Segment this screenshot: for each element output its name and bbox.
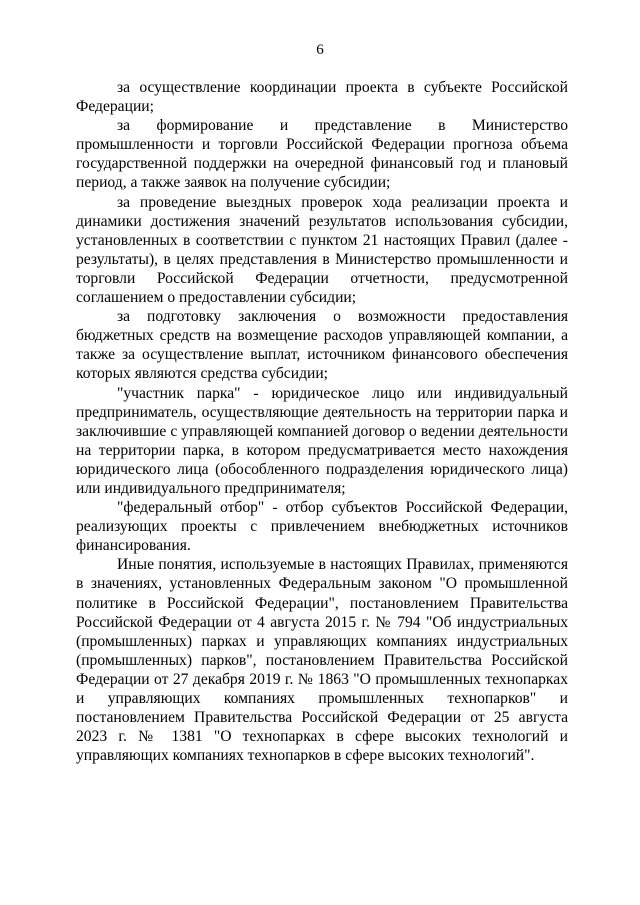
page-number: 6 (316, 42, 324, 58)
paragraph-forecast-submission: за формирование и представление в Министерство промышленности и торговли Российской Федерации прогноза объема государственной поддержки на очередной финансовый год и плановый период, а также заявок на получение субсидии; (76, 117, 568, 192)
paragraph-other-terms: Иные понятия, используемые в настоящих Правилах, применяются в значениях, установленных Федеральным законом "О промышленной политике в Российской Федерации", постановлением Правительства Российской Федерации от 4 августа 2015 г. № 794 "Об индустриальных (промышленных) парках и управляющих компаниях индустриальных (промышленных) парков", постановлением Правительства Российской Федерации от 27 декабря 2019 г. № 1863 "О промышленных технопарках и управляющих компаниях промышленных технопарков" и постановлением Правительства Российской Федерации от 25 августа 2023 г. № 1381 "О технопарках в сфере высоких технологий и управляющих компаниях технопарков в сфере высоких технологий". (76, 556, 568, 765)
paragraph-conclusion-preparation: за подготовку заключения о возможности предоставления бюджетных средств на возмещение расходов управляющей компании, а также за осуществление выплат, источником финансового обеспечения которых являются средства субсидии; (76, 308, 568, 383)
paragraph-coordination: за осуществление координации проекта в субъекте Российской Федерации; (76, 79, 568, 116)
paragraph-field-inspections: за проведение выездных проверок хода реализации проекта и динамики достижения значений результатов использования субсидии, установленных в соответствии с пунктом 21 настоящих Правил (далее - результаты), в целях представления в Министерство промышленности и торговли Российской Федерации отчетности, предусмотренной соглашением о предоставлении субсидии; (76, 193, 568, 307)
paragraph-federal-selection-definition: "федеральный отбор" - отбор субъектов Российской Федерации, реализующих проекты с привлечением внебюджетных источников финансирования. (76, 499, 568, 555)
document-body (76, 78, 568, 765)
paragraph-park-participant-definition: "участник парка" - юридическое лицо или индивидуальный предприниматель, осуществляющие деятельность на территории парка и заключившие с управляющей компанией договор о ведении деятельности на территории парка, в котором предусматривается место нахождения юридического лица (обособленного подразделения юридического лица) или индивидуального предпринимателя; (76, 384, 568, 497)
